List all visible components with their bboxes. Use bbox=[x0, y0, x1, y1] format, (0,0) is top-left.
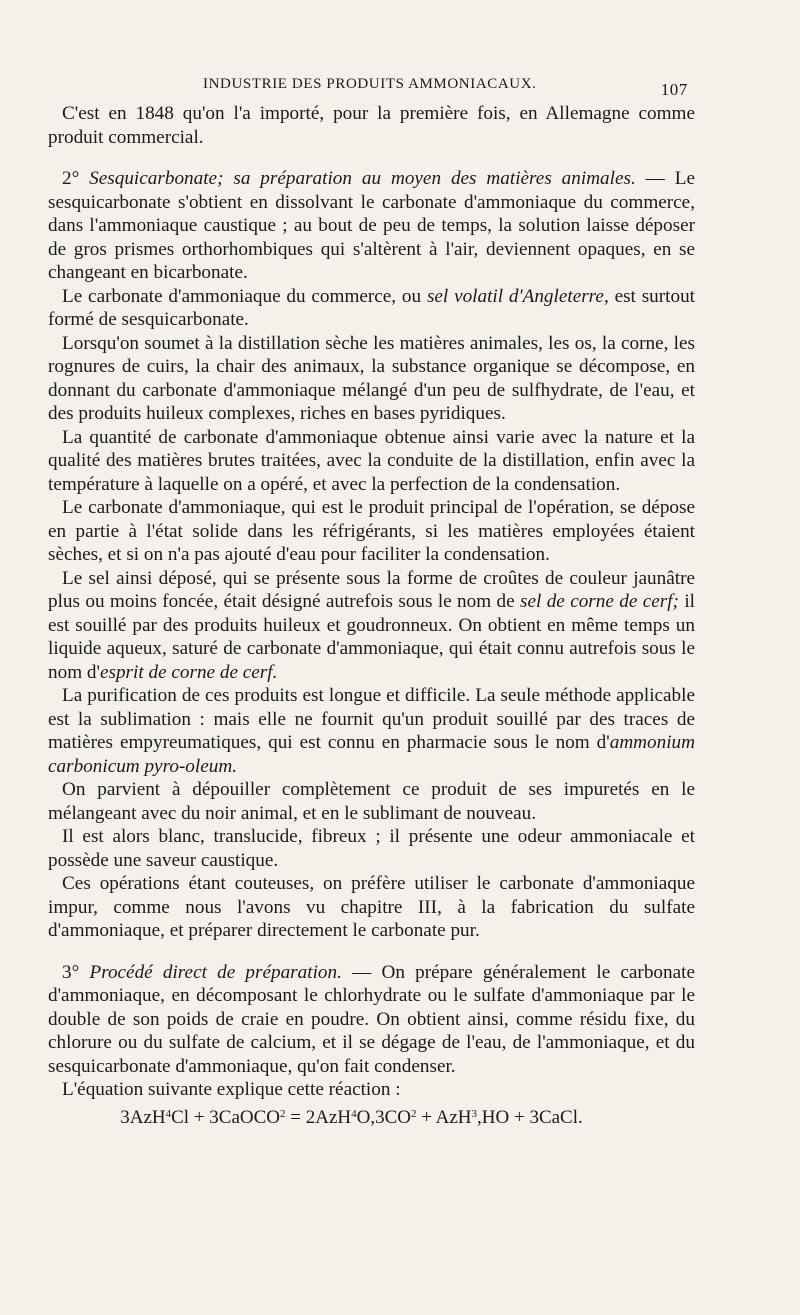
equation-term: Cl + 3CaOCO bbox=[171, 1106, 281, 1128]
equation-term: = 2AzH bbox=[285, 1106, 352, 1128]
text-run: 2° bbox=[62, 168, 90, 189]
text-run: Lorsqu'on soumet à la distillation sèche les matières animales, les os, la corne, les rognures de cuirs, la chair des animaux, la substance organique se décompose, en donnant du carbonate d'ammoniaque mélangé d'un peu de sulfhydrate, de l'eau, et des produits huileux complexes, riches en bases pyridiques. bbox=[48, 332, 695, 424]
italic-run: ammonium carbonicum pyro-oleum. bbox=[48, 732, 695, 777]
italic-run: Sesquicarbonate; sa préparation au moyen des matières animales. bbox=[89, 168, 636, 189]
text-run: La quantité de carbonate d'ammoniaque obtenue ainsi varie avec la nature et la qualité des matières brutes traitées, avec la conduite de la distillation, enfin avec la température à laquelle on a opéré, et avec la perfection de la condensation. bbox=[48, 426, 695, 495]
text-run: Le carbonate d'ammoniaque du commerce, ou bbox=[62, 285, 427, 307]
equation-superscript: 2 bbox=[280, 1107, 286, 1120]
text-run: Ces opérations étant couteuses, on préfère utiliser le carbonate d'ammoniaque impur, comme nous l'avons vu chapitre III, à la fabrication du sulfate d'ammoniaque, et préparer directement le carbonate pur. bbox=[48, 873, 695, 941]
sel-corne-paragraph bbox=[48, 567, 695, 685]
italic-run: esprit de corne de cerf. bbox=[99, 661, 278, 683]
section-2-paragraph bbox=[48, 167, 695, 285]
text-run: Il est alors blanc, translucide, fibreux ; il présente une odeur ammoniacale et possède une saveur caustique. bbox=[48, 826, 695, 871]
page-header bbox=[48, 74, 688, 98]
section-3-paragraph bbox=[48, 961, 695, 1079]
chemical-equation bbox=[48, 1106, 695, 1130]
equation-term: + AzH bbox=[416, 1106, 472, 1128]
purification-paragraph bbox=[48, 684, 695, 778]
quantity-paragraph bbox=[48, 426, 695, 497]
text-run: L'équation suivante explique cette réaction : bbox=[62, 1079, 401, 1100]
text-run: Le sel ainsi déposé, qui se présente sous la forme de croûtes de couleur jaunâtre plus ou moins foncée, était désigné autrefois sous le nom de bbox=[48, 567, 695, 612]
text-run: Le carbonate d'ammoniaque, qui est le produit principal de l'opération, se dépose en partie à l'état solide dans les réfrigérants, si les matières employées étaient sèches, et si on n'a pas ajouté d'eau pour faciliter la condensation. bbox=[48, 497, 695, 565]
equation-term: ,HO + 3CaCl. bbox=[477, 1106, 583, 1128]
equation-superscript: 2 bbox=[410, 1107, 417, 1120]
text-run: C'est en 1848 qu'on l'a importé, pour la première fois, en Allemagne comme produit commercial. bbox=[48, 103, 695, 148]
body-text bbox=[48, 102, 695, 1129]
text-run: La purification de ces produits est longue et difficile. La seule méthode applicable est la sublimation : mais elle ne fournit qu'un produit souillé par des traces de matières empyreumatiques, qui est connu en pharmacie sous le nom d' bbox=[48, 685, 695, 753]
text-run: il est souillé par des produits huileux et goudronneux. On obtient en même temps un liquide aqueux, saturé de carbonate d'ammoniaque, qui était connu autrefois sous le nom d' bbox=[48, 591, 695, 683]
equation-intro-paragraph bbox=[48, 1078, 695, 1102]
text-run: On parvient à dépouiller complètement ce produit de ses impuretés en le mélangeant avec du noir animal, et en le sublimant de nouveau. bbox=[48, 779, 695, 824]
italic-run: Procédé direct de préparation. bbox=[89, 961, 342, 983]
noir-animal-paragraph bbox=[48, 778, 695, 825]
italic-run: sel volatil d'Angleterre bbox=[426, 285, 604, 307]
equation-superscript: 4 bbox=[351, 1107, 357, 1120]
text-run: — Le sesquicarbonate s'obtient en dissolvant le carbonate d'ammoniaque du commerce, dans l'ammoniaque caustique ; au bout de peu de temps, la solution laisse déposer de gros prismes orthorhombiques qui s'altèrent à l'air, deviennent opaques, en se changeant en bicarbonate. bbox=[48, 168, 695, 283]
couteuses-paragraph bbox=[48, 872, 695, 943]
running-title: INDUSTRIE DES PRODUITS AMMONIACAUX. bbox=[203, 76, 537, 92]
equation-term: O,3CO bbox=[356, 1106, 411, 1128]
intro-paragraph bbox=[48, 102, 695, 149]
blanc-paragraph bbox=[48, 825, 695, 872]
sel-volatil-paragraph bbox=[48, 285, 695, 332]
distillation-paragraph bbox=[48, 332, 695, 426]
text-run: — On prépare généralement le carbonate d'ammoniaque, en décomposant le chlorhydrate ou le sulfate d'ammoniaque par le double de son poids de craie en poudre. On obtient ainsi, comme résidu fixe, du chlorure ou du sulfate de calcium, et il se dégage de l'eau, de l'ammoniaque, et du sesquicarbonate d'ammoniaque, qu'on fait condenser. bbox=[48, 961, 695, 1077]
text-run: , est surtout formé de sesquicarbonate. bbox=[48, 285, 695, 330]
page-number: 107 bbox=[660, 80, 688, 99]
principal-product-paragraph bbox=[48, 496, 695, 567]
equation-term: 3AzH bbox=[120, 1106, 166, 1128]
text-run: 3° bbox=[62, 961, 90, 983]
italic-run: sel de corne de cerf; bbox=[520, 591, 679, 612]
equation-superscript: 3 bbox=[471, 1107, 478, 1120]
equation-superscript: 4 bbox=[165, 1107, 172, 1120]
